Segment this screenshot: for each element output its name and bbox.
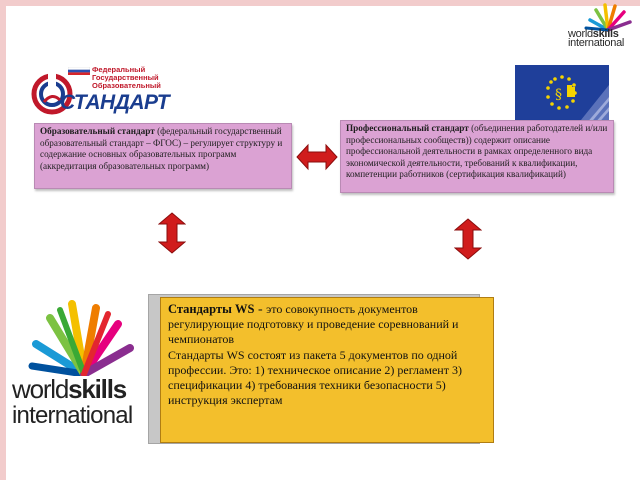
professional-standard-title: Профессиональный стандарт: [346, 123, 469, 133]
worldskills-burst-large-icon: [12, 296, 138, 376]
standart-logo-lines: Федеральный Государственный Образовательный: [92, 65, 161, 90]
professional-standard-box: [340, 120, 614, 193]
ws-standards-title: Стандарты WS: [168, 302, 255, 316]
worldskills-small-line2: international: [568, 37, 625, 49]
worldskills-logo-large: [12, 296, 138, 440]
russian-flag-icon: [68, 67, 90, 75]
eu-law-icon: [515, 65, 609, 125]
top-border: [0, 0, 640, 6]
vertical-double-arrow-left-icon: [158, 212, 186, 254]
ws-standards-box: [160, 297, 494, 443]
ws-standards-composition: Стандарты WS состоят из пакета 5 документов по одной профессии. Это: 1) техническое описание 2) регламент 3) спецификации 4) требования техники безопасности 5) инструкция экспертам: [168, 347, 462, 408]
standart-logo: [30, 65, 170, 122]
worldskills-logo-small: [568, 0, 638, 58]
ws-standards-definition: [168, 302, 486, 348]
worldskills-large-line2: international: [12, 402, 133, 429]
professional-standard-image: [515, 65, 609, 125]
educational-standard-title: Образовательный стандарт: [40, 126, 155, 136]
professional-standard-text: (объединения работодателей и/или профессиональных сообществ)) содержит описание профессиональной деятельности в рамках определенного вида экономической деятельности, требований к квалификации, компетенции работников (сертификация квалификаций): [346, 123, 608, 180]
ws-standards-definition-text: это совокупность документов регулирующие подготовку и проведение соревнований и чемпионатов: [168, 302, 459, 347]
worldskills-small-line1: worldskills: [568, 28, 619, 40]
worldskills-large-line1: worldskills: [12, 374, 126, 404]
horizontal-double-arrow-icon: [296, 142, 338, 172]
educational-standard-text: (федеральный государственный образовательный стандарт – ФГОС) – регулирует структуру и содержание основных образовательных программ (аккредитация образовательных программ): [40, 126, 283, 171]
ws-standards-dash: -: [254, 302, 267, 317]
left-border: [0, 0, 6, 480]
standart-logo-word: СТАНДАРТ: [60, 91, 170, 114]
educational-standard-box: [34, 123, 292, 189]
vertical-double-arrow-right-icon: [454, 218, 482, 260]
svg-text:§: §: [555, 87, 562, 103]
